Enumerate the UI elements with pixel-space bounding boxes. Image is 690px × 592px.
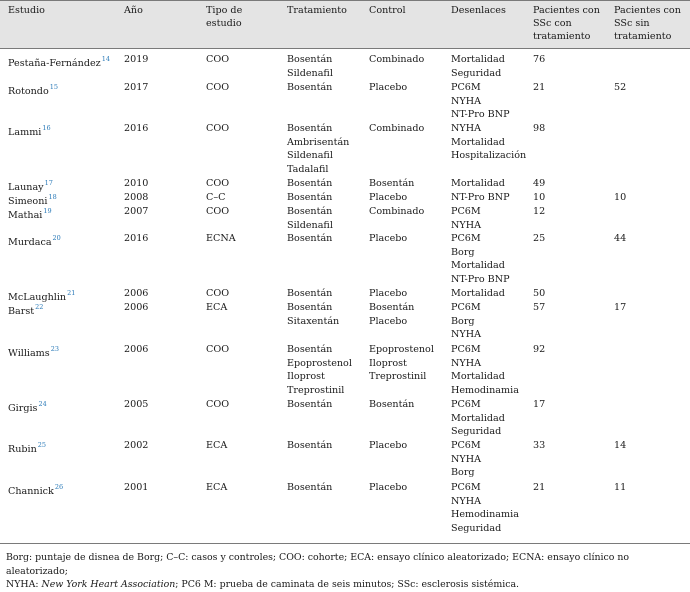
header-tipo — [206, 4, 242, 30]
cell-estudio — [8, 122, 51, 140]
anio-value: 2001 — [124, 482, 149, 493]
header-estudio: Estudio — [8, 5, 45, 16]
desenlaces-line: NYHA — [451, 219, 482, 231]
cell-tratamiento — [287, 301, 339, 328]
con-value: 12 — [533, 206, 546, 217]
desenlaces-line: Mortalidad — [451, 54, 505, 65]
reference-link[interactable]: 23 — [50, 345, 59, 353]
reference-link[interactable]: 17 — [44, 179, 53, 187]
cell-con — [533, 343, 545, 357]
header-tipo-line: Tipo de — [206, 5, 243, 16]
cell-control — [369, 205, 424, 219]
cell-tipo — [206, 177, 229, 191]
cell-desenlaces — [451, 439, 481, 480]
cell-desenlaces — [451, 53, 505, 80]
header-pacientes-sin — [614, 4, 681, 43]
footnote-abbreviations: Borg: puntaje de disnea de Borg; C–C: casos y controles; COO: cohorte; ECA: ensayo clínico aleatorizado; ECNA: ensayo clínico no aleatorizado; — [6, 552, 630, 577]
tipo-value: COO — [206, 82, 230, 93]
con-value: 17 — [533, 399, 546, 410]
cell-anio — [124, 301, 148, 315]
cell-tipo — [206, 481, 227, 495]
header-pacientes-con — [533, 4, 600, 43]
cell-tipo — [206, 398, 229, 412]
tratamiento-line: Sildenafil — [287, 150, 333, 162]
header-con-line: Pacientes con — [533, 5, 600, 16]
cell-desenlaces — [451, 122, 526, 163]
desenlaces-line: NYHA — [451, 453, 482, 465]
cell-con — [533, 232, 545, 246]
tratamiento-line: Bosentán — [287, 344, 333, 355]
header-tipo-line: estudio — [206, 18, 242, 29]
tipo-value: COO — [206, 54, 230, 65]
tipo-value: COO — [206, 123, 230, 134]
control-line: Placebo — [369, 82, 408, 93]
header-control: Control — [369, 5, 406, 16]
tratamiento-line: Sildenafil — [287, 219, 333, 231]
cell-con — [533, 439, 545, 453]
reference-link[interactable]: 14 — [101, 55, 110, 63]
estudio-value: Murdaca — [8, 237, 52, 248]
anio-value: 2005 — [124, 399, 149, 410]
tratamiento-line: Bosentán — [287, 288, 333, 299]
header-sin-line: Pacientes con — [614, 5, 681, 16]
anio-value: 2006 — [124, 302, 149, 313]
control-line: Placebo — [369, 288, 408, 299]
desenlaces-line: Seguridad — [451, 426, 502, 438]
desenlaces-line: Borg — [451, 246, 475, 258]
tratamiento-line: Bosentán — [287, 82, 333, 93]
anio-value: 2007 — [124, 206, 149, 217]
cell-tratamiento — [287, 232, 332, 246]
reference-link[interactable]: 25 — [37, 441, 47, 449]
cell-estudio — [8, 205, 52, 223]
tratamiento-line: Treprostinil — [287, 385, 345, 397]
desenlaces-line: NYHA — [451, 495, 482, 507]
anio-value: 2016 — [124, 123, 149, 134]
desenlaces-line: Mortalidad — [451, 288, 505, 299]
cell-estudio — [8, 439, 46, 457]
desenlaces-line: PC6M — [451, 233, 481, 244]
control-line: Placebo — [369, 192, 408, 203]
con-value: 25 — [533, 233, 546, 244]
cell-control — [369, 122, 424, 136]
cell-tipo — [206, 439, 227, 453]
control-line: Placebo — [369, 315, 408, 327]
cell-tratamiento — [287, 343, 352, 398]
cell-control — [369, 287, 407, 301]
cell-tipo — [206, 301, 227, 315]
cell-tipo — [206, 232, 236, 246]
tratamiento-line: Bosentán — [287, 192, 333, 203]
con-value: 76 — [533, 54, 546, 65]
con-value: 98 — [533, 123, 546, 134]
tratamiento-line: Bosentán — [287, 54, 333, 65]
cell-sin — [614, 232, 626, 246]
sin-value: 14 — [614, 440, 627, 451]
header-rule — [0, 48, 690, 49]
cell-control — [369, 177, 414, 191]
tipo-value: COO — [206, 178, 230, 189]
control-line: Combinado — [369, 123, 425, 134]
estudio-value: Rubin — [8, 444, 37, 455]
con-value: 21 — [533, 482, 546, 493]
con-value: 57 — [533, 302, 546, 313]
anio-value: 2002 — [124, 440, 149, 451]
footnote-nyha-label: NYHA: — [6, 579, 42, 590]
desenlaces-line: NYHA — [451, 329, 482, 341]
tipo-value: ECA — [206, 482, 228, 493]
anio-value: 2006 — [124, 344, 149, 355]
header-anio: Año — [124, 5, 143, 16]
anio-value: 2019 — [124, 54, 149, 65]
tratamiento-line: Epoprostenol — [287, 357, 352, 369]
tipo-value: ECNA — [206, 233, 236, 244]
control-line: Placebo — [369, 233, 408, 244]
cell-sin — [614, 439, 626, 453]
tipo-value: COO — [206, 399, 230, 410]
cell-anio — [124, 205, 148, 219]
desenlaces-line: Hemodinamia — [451, 385, 519, 397]
cell-anio — [124, 287, 148, 301]
tratamiento-line: Sitaxentán — [287, 315, 340, 327]
desenlaces-line: Borg — [451, 315, 475, 327]
cell-estudio — [8, 232, 61, 250]
control-line: Epoprostenol — [369, 344, 434, 355]
bottom-rule — [0, 543, 690, 544]
control-line: Combinado — [369, 54, 425, 65]
cell-con — [533, 398, 545, 412]
control-line: Combinado — [369, 206, 425, 217]
cell-sin — [614, 81, 626, 95]
cell-con — [533, 122, 545, 136]
desenlaces-line: Mortalidad — [451, 371, 505, 383]
cell-estudio — [8, 81, 58, 99]
cell-con — [533, 81, 545, 95]
estudio-value: Channick — [8, 486, 54, 497]
cell-con — [533, 177, 545, 191]
control-line: Bosentán — [369, 399, 415, 410]
estudio-value: Simeoni — [8, 196, 48, 207]
cell-estudio — [8, 481, 63, 499]
tipo-value: COO — [206, 288, 230, 299]
cell-con — [533, 191, 545, 205]
desenlaces-line: Seguridad — [451, 523, 502, 535]
cell-desenlaces — [451, 398, 505, 439]
cell-tipo — [206, 81, 229, 95]
tratamiento-line: Bosentán — [287, 206, 333, 217]
tipo-value: COO — [206, 344, 230, 355]
desenlaces-line: Seguridad — [451, 67, 502, 79]
desenlaces-line: PC6M — [451, 206, 481, 217]
cell-control — [369, 191, 407, 205]
cell-anio — [124, 53, 148, 67]
desenlaces-line: PC6M — [451, 399, 481, 410]
sin-value: 44 — [614, 233, 627, 244]
cell-tipo — [206, 287, 229, 301]
top-rule — [0, 0, 690, 1]
tratamiento-line: Bosentán — [287, 302, 333, 313]
cell-con — [533, 205, 545, 219]
tratamiento-line: Bosentán — [287, 440, 333, 451]
cell-tratamiento — [287, 205, 333, 232]
estudio-value: Launay — [8, 182, 44, 193]
cell-tratamiento — [287, 81, 332, 95]
tipo-value: C–C — [206, 192, 226, 203]
reference-link[interactable]: 21 — [67, 289, 76, 297]
cell-tratamiento — [287, 53, 333, 80]
cell-anio — [124, 122, 148, 136]
cell-anio — [124, 81, 148, 95]
tipo-value: COO — [206, 206, 230, 217]
desenlaces-line: NT-Pro BNP — [451, 192, 510, 203]
estudio-value: Barst — [8, 306, 35, 317]
cell-tratamiento — [287, 287, 332, 301]
con-value: 33 — [533, 440, 546, 451]
cell-desenlaces — [451, 287, 505, 301]
anio-value: 2006 — [124, 288, 149, 299]
desenlaces-line: PC6M — [451, 82, 481, 93]
tratamiento-line: Bosentán — [287, 399, 333, 410]
estudio-value: McLaughlin — [8, 292, 67, 303]
con-value: 49 — [533, 178, 546, 189]
anio-value: 2010 — [124, 178, 149, 189]
desenlaces-line: PC6M — [451, 440, 481, 451]
tratamiento-line: Bosentán — [287, 123, 333, 134]
cell-desenlaces — [451, 81, 510, 122]
cell-desenlaces — [451, 343, 519, 398]
estudio-value: Lammi — [8, 127, 42, 138]
sin-value: 10 — [614, 192, 627, 203]
control-line: Iloprost — [369, 357, 407, 369]
reference-link[interactable]: 24 — [38, 400, 47, 408]
sin-value: 52 — [614, 82, 627, 93]
desenlaces-line: Mortalidad — [451, 178, 505, 189]
cell-con — [533, 53, 545, 67]
cell-anio — [124, 343, 148, 357]
reference-link[interactable]: 18 — [48, 193, 57, 201]
cell-estudio — [8, 53, 110, 71]
cell-anio — [124, 439, 148, 453]
cell-tratamiento — [287, 177, 332, 191]
con-value: 50 — [533, 288, 546, 299]
cell-anio — [124, 481, 148, 495]
desenlaces-line: NYHA — [451, 357, 482, 369]
con-value: 92 — [533, 344, 546, 355]
cell-con — [533, 301, 545, 315]
cell-anio — [124, 232, 148, 246]
desenlaces-line: Mortalidad — [451, 136, 505, 148]
anio-value: 2017 — [124, 82, 149, 93]
con-value: 10 — [533, 192, 546, 203]
desenlaces-line: Borg — [451, 467, 475, 479]
header-tratamiento: Tratamiento — [287, 5, 347, 16]
cell-control — [369, 301, 414, 328]
cell-tratamiento — [287, 481, 332, 495]
estudio-value: Pestaña-Fernández — [8, 58, 101, 69]
anio-value: 2016 — [124, 233, 149, 244]
cell-control — [369, 232, 407, 246]
desenlaces-line: NYHA — [451, 95, 482, 107]
cell-anio — [124, 177, 148, 191]
reference-link[interactable]: 15 — [49, 83, 59, 91]
control-line: Bosentán — [369, 302, 415, 313]
cell-sin — [614, 191, 626, 205]
con-value: 21 — [533, 82, 546, 93]
cell-tratamiento — [287, 122, 349, 177]
desenlaces-line: NYHA — [451, 123, 482, 134]
cell-tratamiento — [287, 398, 332, 412]
cell-tipo — [206, 205, 229, 219]
cell-estudio — [8, 301, 43, 319]
reference-link[interactable]: 26 — [54, 483, 64, 491]
desenlaces-line: PC6M — [451, 302, 481, 313]
control-line: Placebo — [369, 440, 408, 451]
header-desenlaces: Desenlaces — [451, 5, 506, 16]
desenlaces-line: Hemodinamia — [451, 509, 519, 521]
tratamiento-line: Tadalafil — [287, 164, 329, 176]
reference-link[interactable]: 19 — [43, 207, 52, 215]
reference-link[interactable]: 22 — [35, 303, 44, 311]
footnote-nyha-name: New York Heart Association — [41, 579, 176, 590]
reference-link[interactable]: 20 — [52, 234, 61, 242]
desenlaces-line: Hospitalización — [451, 150, 527, 162]
cell-desenlaces — [451, 301, 481, 342]
desenlaces-line: NT-Pro BNP — [451, 274, 510, 286]
cell-estudio — [8, 343, 59, 361]
sin-value: 11 — [614, 482, 627, 493]
cell-control — [369, 481, 407, 495]
cell-sin — [614, 481, 626, 495]
control-line: Bosentán — [369, 178, 415, 189]
estudio-value: Rotondo — [8, 86, 49, 97]
cell-control — [369, 81, 407, 95]
tratamiento-line: Bosentán — [287, 178, 333, 189]
tipo-value: ECA — [206, 302, 228, 313]
cell-tratamiento — [287, 439, 332, 453]
tratamiento-line: Bosentán — [287, 482, 333, 493]
cell-con — [533, 287, 545, 301]
cell-anio — [124, 191, 148, 205]
cell-tipo — [206, 53, 229, 67]
cell-tipo — [206, 122, 229, 136]
cell-tratamiento — [287, 191, 332, 205]
cell-desenlaces — [451, 205, 481, 232]
cell-control — [369, 398, 414, 412]
desenlaces-line: PC6M — [451, 482, 481, 493]
reference-link[interactable]: 16 — [42, 124, 51, 132]
cell-tipo — [206, 343, 229, 357]
tratamiento-line: Iloprost — [287, 371, 325, 383]
anio-value: 2008 — [124, 192, 149, 203]
desenlaces-line: NT-Pro BNP — [451, 109, 510, 121]
cell-desenlaces — [451, 177, 505, 191]
cell-control — [369, 343, 434, 384]
cell-desenlaces — [451, 232, 510, 287]
tipo-value: ECA — [206, 440, 228, 451]
sin-value: 17 — [614, 302, 627, 313]
cell-control — [369, 53, 424, 67]
control-line: Treprostinil — [369, 371, 427, 383]
footnote-rest: ; PC6 M: prueba de caminata de seis minutos; SSc: esclerosis sistémica. — [175, 579, 520, 590]
cell-desenlaces — [451, 481, 519, 536]
cell-sin — [614, 301, 626, 315]
tratamiento-line: Sildenafil — [287, 67, 333, 79]
cell-tipo — [206, 191, 225, 205]
desenlaces-line: PC6M — [451, 344, 481, 355]
desenlaces-line: Mortalidad — [451, 260, 505, 272]
cell-con — [533, 481, 545, 495]
desenlaces-line: Mortalidad — [451, 412, 505, 424]
header-sin-line: tratamiento — [614, 31, 672, 42]
estudio-value: Girgis — [8, 403, 38, 414]
cell-control — [369, 439, 407, 453]
tratamiento-line: Ambrisentán — [287, 136, 350, 148]
cell-anio — [124, 398, 148, 412]
header-con-line: tratamiento — [533, 31, 591, 42]
table-footnote — [6, 551, 686, 592]
cell-desenlaces — [451, 191, 510, 205]
cell-estudio — [8, 398, 47, 416]
tratamiento-line: Bosentán — [287, 233, 333, 244]
control-line: Placebo — [369, 482, 408, 493]
header-sin-line: SSc sin — [614, 18, 650, 29]
estudio-value: Mathai — [8, 210, 43, 221]
header-con-line: SSc con — [533, 18, 572, 29]
estudio-value: Williams — [8, 348, 50, 359]
